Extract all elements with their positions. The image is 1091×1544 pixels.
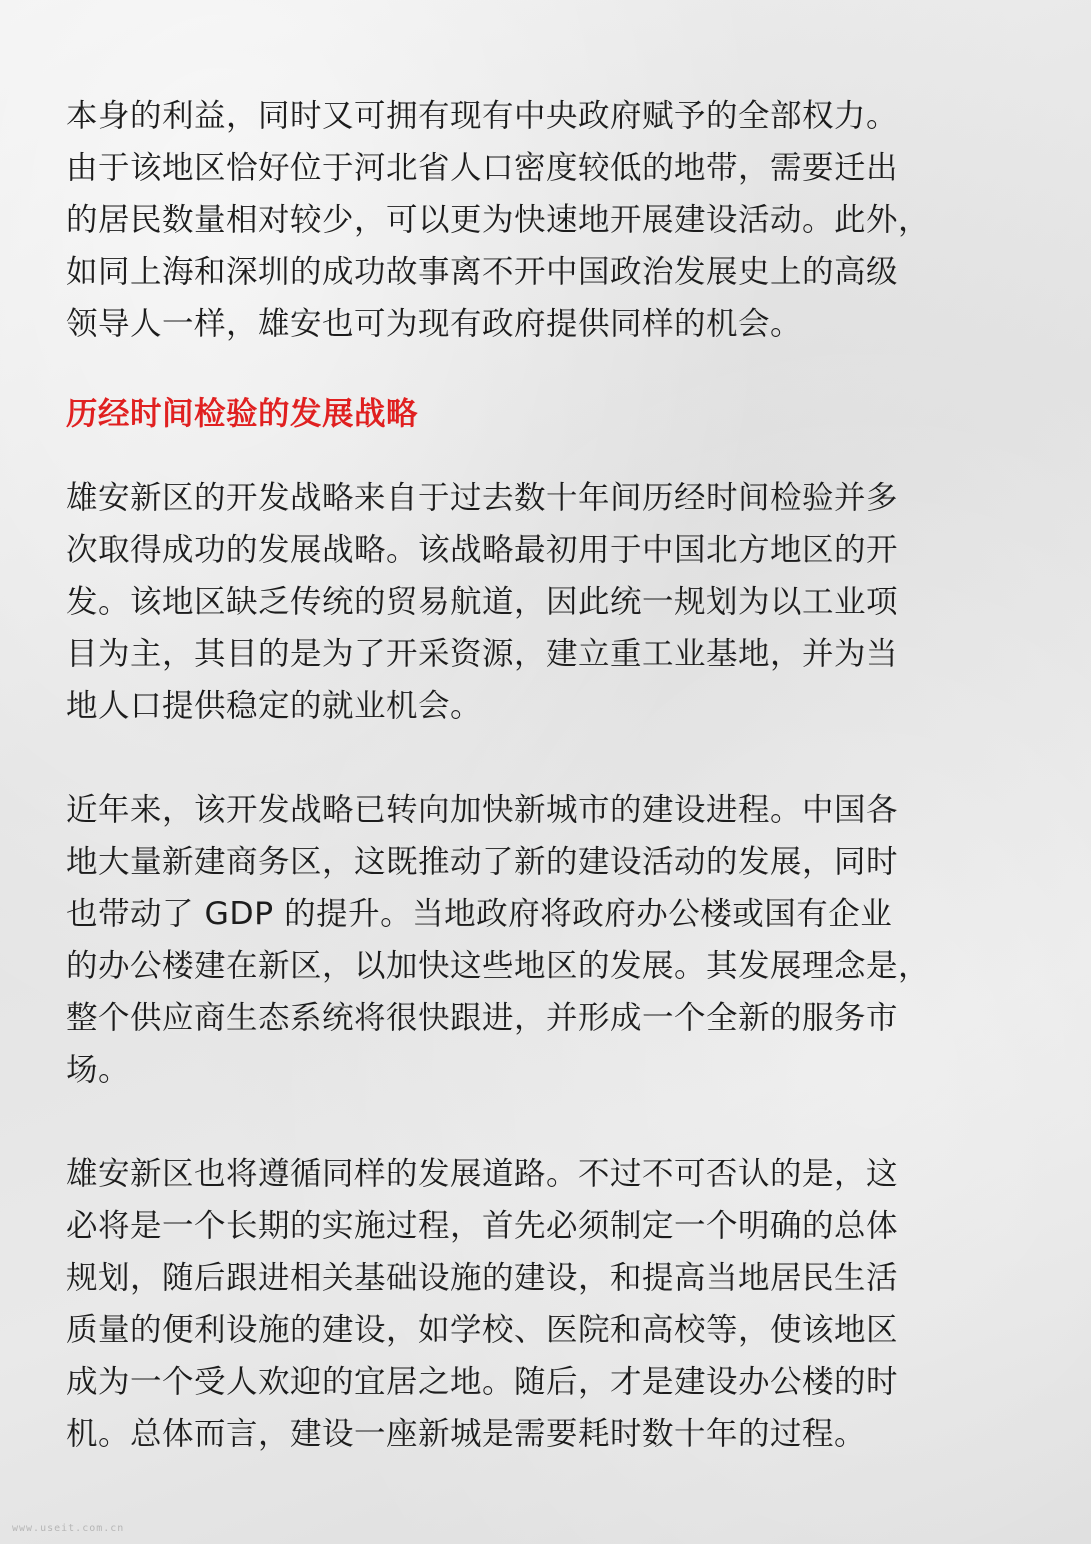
text-line: 领导人一样，雄安也可为现有政府提供同样的机会。 xyxy=(66,306,803,342)
text-line: 也带动了 GDP 的提升。当地政府将政府办公楼或国有企业 xyxy=(66,896,893,932)
paragraph-4 xyxy=(66,1148,1026,1460)
paragraph-1 xyxy=(66,90,1026,350)
text-line: 由于该地区恰好位于河北省人口密度较低的地带，需要迁出 xyxy=(66,150,899,186)
text-line: 雄安新区也将遵循同样的发展道路。不过不可否认的是，这 xyxy=(66,1156,899,1192)
section-heading: 历经时间检验的发展战略 xyxy=(66,396,419,432)
text-line: 整个供应商生态系统将很快跟进，并形成一个全新的服务市 xyxy=(66,1000,899,1036)
text-line: 本身的利益，同时又可拥有现有中央政府赋予的全部权力。 xyxy=(66,98,899,134)
paragraph-3 xyxy=(66,784,1026,1096)
text-line: 近年来，该开发战略已转向加快新城市的建设进程。中国各 xyxy=(66,792,899,828)
paragraph-2 xyxy=(66,472,1026,732)
text-line: 必将是一个长期的实施过程，首先必须制定一个明确的总体 xyxy=(66,1208,899,1244)
text-line: 地大量新建商务区，这既推动了新的建设活动的发展，同时 xyxy=(66,844,899,880)
text-line: 次取得成功的发展战略。该战略最初用于中国北方地区的开 xyxy=(66,532,899,568)
text-line: 成为一个受人欢迎的宜居之地。随后，才是建设办公楼的时 xyxy=(66,1364,899,1400)
text-line: 规划，随后跟进相关基础设施的建设，和提高当地居民生活 xyxy=(66,1260,899,1296)
text-line: 地人口提供稳定的就业机会。 xyxy=(66,688,483,724)
text-line: 的办公楼建在新区，以加快这些地区的发展。其发展理念是， xyxy=(66,948,931,984)
watermark: www.useit.com.cn xyxy=(12,1523,125,1534)
text-line: 的居民数量相对较少，可以更为快速地开展建设活动。此外， xyxy=(66,202,931,238)
text-line: 发。该地区缺乏传统的贸易航道，因此统一规划为以工业项 xyxy=(66,584,899,620)
text-line: 质量的便利设施的建设，如学校、医院和高校等，使该地区 xyxy=(66,1312,899,1348)
text-line: 如同上海和深圳的成功故事离不开中国政治发展史上的高级 xyxy=(66,254,899,290)
text-line: 场。 xyxy=(66,1052,131,1088)
document-page xyxy=(66,90,1026,1460)
text-line: 目为主，其目的是为了开采资源，建立重工业基地，并为当 xyxy=(66,636,899,672)
text-line: 机。总体而言，建设一座新城是需要耗时数十年的过程。 xyxy=(66,1416,867,1452)
text-line: 雄安新区的开发战略来自于过去数十年间历经时间检验并多 xyxy=(66,480,899,516)
